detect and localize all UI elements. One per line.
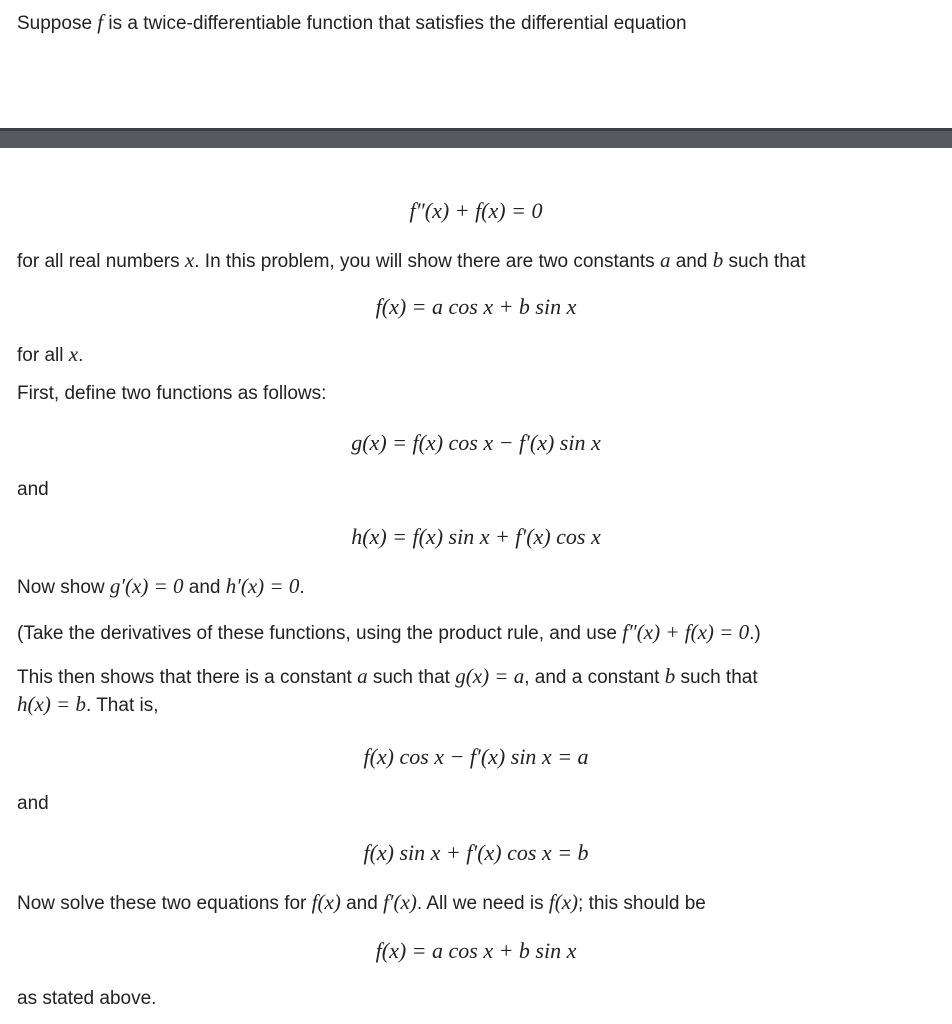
line-show: Now show g′(x) = 0 and h′(x) = 0. — [17, 574, 305, 598]
line-for-all-x: for all x. — [17, 342, 84, 366]
divider-bar-edge — [0, 128, 952, 131]
equation-a: f(x) cos x − f′(x) sin x = a — [363, 744, 589, 769]
text-and-2: and — [17, 793, 49, 814]
line-define: First, define two functions as follows: — [17, 383, 327, 404]
intro-text: Suppose f is a twice-differentiable function that satisfies the differential equation — [17, 10, 687, 34]
equation-solution: f(x) = a cos x + b sin x — [375, 294, 577, 319]
equation-b: f(x) sin x + f′(x) cos x = b — [363, 840, 589, 865]
line-hint: (Take the derivatives of these functions, using the product rule, and use f″(x) + f(x) = 0.) — [17, 620, 761, 644]
equation-final: f(x) = a cos x + b sin x — [375, 938, 577, 963]
line-h-equals-b: h(x) = b. That is, — [17, 692, 159, 716]
text-and-1: and — [17, 479, 49, 500]
divider-bar — [0, 128, 952, 148]
line-solve: Now solve these two equations for f(x) and f′(x). All we need is f(x); this should be — [17, 890, 706, 914]
equation-g: g(x) = f(x) cos x − f′(x) sin x — [351, 430, 601, 455]
equation-h: h(x) = f(x) sin x + f′(x) cos x — [351, 524, 601, 549]
line-constants: for all real numbers x. In this problem, you will show there are two constants a and b such that — [17, 248, 806, 272]
line-constant-a-b: This then shows that there is a constant a such that g(x) = a, and a constant b such that — [17, 664, 758, 688]
equation-differential: f″(x) + f(x) = 0 — [409, 198, 543, 223]
line-as-stated: as stated above. — [17, 988, 157, 1009]
